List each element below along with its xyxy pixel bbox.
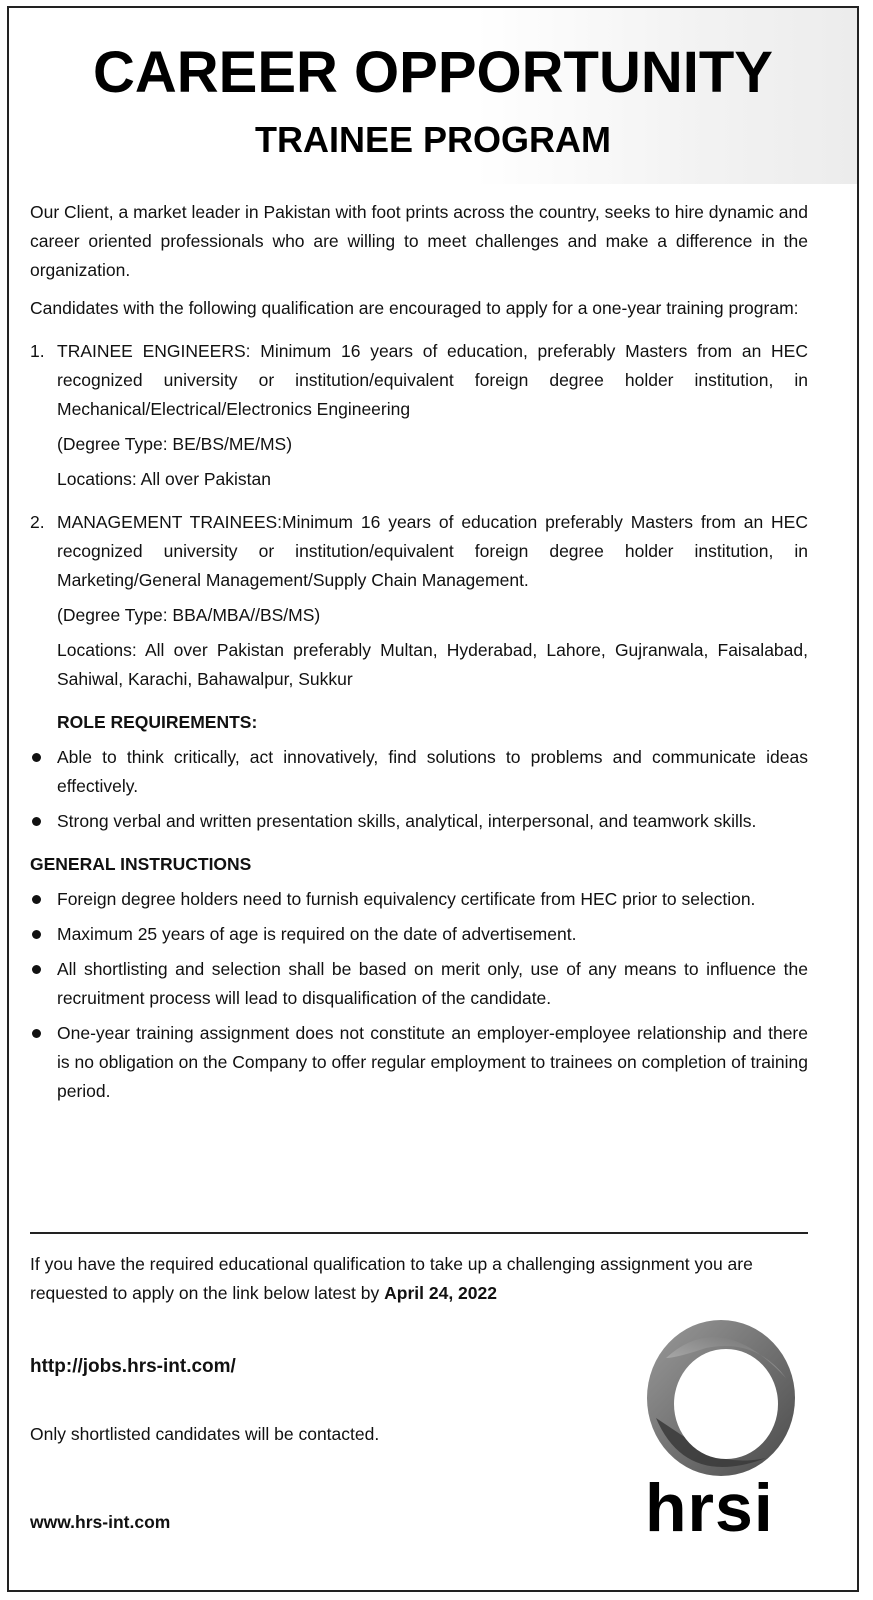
shortlist-note: Only shortlisted candidates will be contacted.	[30, 1424, 380, 1444]
list-item	[30, 885, 808, 914]
list-item-text: One-year training assignment does not constitute an employer-employee relationship and there is no obligation on the Company to offer regular employment to trainees on completion of training period.	[57, 1023, 808, 1101]
position-number: 1.	[30, 341, 45, 361]
company-logo-text: hrsi	[645, 1470, 774, 1546]
apply-text: If you have the required educational qualification to take up a challenging assignment you are requested to apply on the link below latest by	[30, 1254, 753, 1303]
qualification-paragraph: Candidates with the following qualification are encouraged to apply for a one-year training program:	[30, 298, 799, 318]
apply-link[interactable]: http://jobs.hrs-int.com/	[30, 1356, 236, 1377]
role-requirements-heading: ROLE REQUIREMENTS:	[57, 712, 258, 732]
position-body	[57, 508, 808, 694]
list-item	[30, 955, 808, 1013]
list-item-text: All shortlisting and selection shall be based on merit only, use of any means to influence the recruitment process will lead to disqualification of the candidate.	[57, 959, 808, 1008]
ring-inner	[674, 1349, 778, 1459]
bullet-icon	[30, 955, 57, 1013]
general-instructions-list	[30, 885, 808, 1106]
list-item-text: Strong verbal and written presentation skills, analytical, interpersonal, and teamwork skills.	[57, 811, 757, 831]
position-description: MANAGEMENT TRAINEES:Minimum 16 years of education preferably Masters from an HEC recognized university or institution/equivalent foreign degree holder institution, in Marketing/General Management/Supply Chain Management.	[57, 512, 808, 590]
list-item-text: Maximum 25 years of age is required on the date of advertisement.	[57, 924, 577, 944]
website-link[interactable]: www.hrs-int.com	[30, 1512, 171, 1532]
role-requirements-list	[30, 743, 808, 836]
page-title: CAREER OPPORTUNITY	[93, 40, 773, 105]
position-body	[57, 337, 808, 494]
main-content	[30, 198, 808, 1106]
page-subtitle: TRAINEE PROGRAM	[254, 119, 611, 160]
position-degree: (Degree Type: BBA/MBA//BS/MS)	[57, 605, 321, 625]
list-item-text: Foreign degree holders need to furnish equivalency certificate from HEC prior to selection.	[57, 889, 756, 909]
ring-logo-icon	[646, 1318, 796, 1480]
position-description: TRAINEE ENGINEERS: Minimum 16 years of education, preferably Masters from an HEC recognized university or institution/equivalent foreign degree holder institution, in Mechanical/Electrical/Electronics Engineering	[57, 341, 808, 419]
position-locations: Locations: All over Pakistan preferably Multan, Hyderabad, Lahore, Gujranwala, Faisalabad, Sahiwal, Karachi, Bahawalpur, Sukkur	[57, 640, 808, 689]
list-item	[30, 807, 808, 836]
list-item	[30, 1019, 808, 1106]
list-item	[30, 743, 808, 801]
bullet-icon	[30, 920, 57, 949]
bullet-icon	[30, 807, 57, 836]
position-degree: (Degree Type: BE/BS/ME/MS)	[57, 434, 293, 454]
position-item-trainee-engineers	[30, 337, 808, 494]
bullet-icon	[30, 885, 57, 914]
bullet-icon	[30, 1019, 57, 1106]
list-item-text: Able to think critically, act innovatively, find solutions to problems and communicate ideas effectively.	[57, 747, 808, 796]
position-number: 2.	[30, 512, 45, 532]
intro-paragraph: Our Client, a market leader in Pakistan with foot prints across the country, seeks to hire dynamic and career oriented professionals who are willing to meet challenges and make a difference in the organization.	[30, 202, 808, 280]
apply-deadline: April 24, 2022	[384, 1283, 497, 1303]
general-instructions-heading: GENERAL INSTRUCTIONS	[30, 854, 252, 874]
position-item-management-trainees	[30, 508, 808, 694]
list-item	[30, 920, 808, 949]
apply-instructions	[30, 1250, 808, 1308]
position-locations: Locations: All over Pakistan	[57, 469, 272, 489]
section-divider	[30, 1232, 808, 1234]
bullet-icon	[30, 743, 57, 801]
